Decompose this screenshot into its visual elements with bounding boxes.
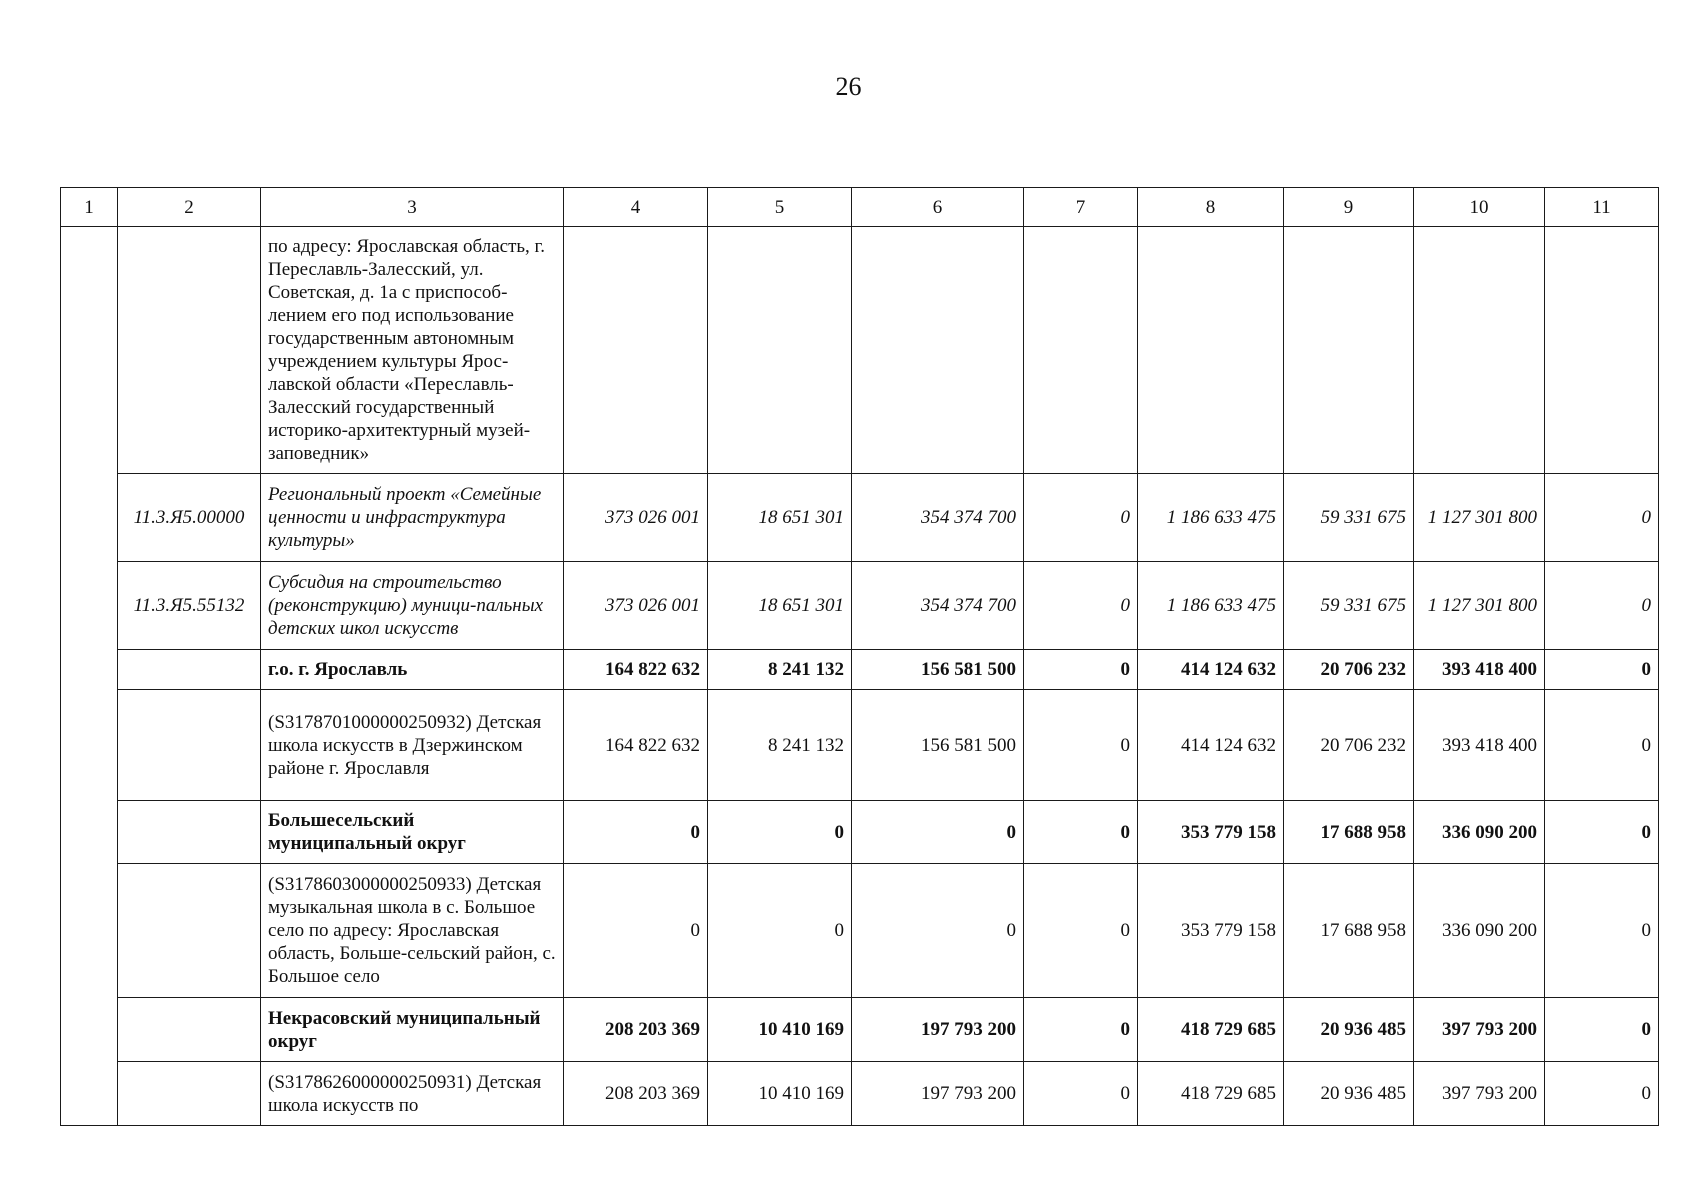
value-cell-6: 197 793 200 — [852, 998, 1024, 1062]
value-cell-8: 1 186 633 475 — [1138, 474, 1284, 562]
table-row — [61, 227, 1659, 474]
value-cell-6: 156 581 500 — [852, 650, 1024, 690]
table-row — [61, 998, 1659, 1062]
value-cell-11: 0 — [1545, 801, 1659, 864]
table-row — [61, 864, 1659, 998]
value-cell-8: 414 124 632 — [1138, 650, 1284, 690]
column-header: 6 — [852, 188, 1024, 227]
value-cell-8: 353 779 158 — [1138, 864, 1284, 998]
value-cell-6: 354 374 700 — [852, 562, 1024, 650]
value-cell-9: 20 706 232 — [1284, 690, 1414, 801]
value-cell-11: 0 — [1545, 474, 1659, 562]
value-cell-5: 18 651 301 — [708, 562, 852, 650]
value-cell-6: 197 793 200 — [852, 1062, 1024, 1126]
column-header: 8 — [1138, 188, 1284, 227]
table-row — [61, 562, 1659, 650]
value-cell-10: 397 793 200 — [1414, 1062, 1545, 1126]
column-header: 10 — [1414, 188, 1545, 227]
name-cell: Некрасовский муниципальный округ — [261, 998, 564, 1062]
value-cell-9: 17 688 958 — [1284, 801, 1414, 864]
table-row — [61, 474, 1659, 562]
value-cell-4: 0 — [564, 801, 708, 864]
value-cell-10: 393 418 400 — [1414, 690, 1545, 801]
table-row — [61, 801, 1659, 864]
value-cell-6: 0 — [852, 864, 1024, 998]
value-cell-11: 0 — [1545, 562, 1659, 650]
value-cell-9: 20 936 485 — [1284, 1062, 1414, 1126]
budget-table — [60, 187, 1659, 1126]
value-cell-11: 0 — [1545, 1062, 1659, 1126]
name-cell: (S3178701000000250932) Детская школа искусств в Дзержинском районе г. Ярославля — [261, 690, 564, 801]
value-cell-8 — [1138, 227, 1284, 474]
table-row — [61, 1062, 1659, 1126]
name-cell: (S3178603000000250933) Детская музыкальная школа в с. Большое село по адресу: Ярославская область, Больше-сельский район, с. Большое село — [261, 864, 564, 998]
value-cell-5: 10 410 169 — [708, 998, 852, 1062]
name-cell: по адресу: Ярославская область, г. Переславль-Залесский, ул. Советская, д. 1а с приспособ-лением его под использование государственным автономным учреждением культуры Ярос-лавской области «Переславль-Залесский государственный историко-архитектурный музей-заповедник» — [261, 227, 564, 474]
value-cell-4: 373 026 001 — [564, 474, 708, 562]
column-header: 11 — [1545, 188, 1659, 227]
page-number: 26 — [835, 72, 862, 101]
value-cell-7 — [1024, 227, 1138, 474]
value-cell-10: 1 127 301 800 — [1414, 562, 1545, 650]
name-cell: г.о. г. Ярославль — [261, 650, 564, 690]
value-cell-11: 0 — [1545, 864, 1659, 998]
column-header: 7 — [1024, 188, 1138, 227]
value-cell-7: 0 — [1024, 474, 1138, 562]
value-cell-8: 353 779 158 — [1138, 801, 1284, 864]
value-cell-7: 0 — [1024, 562, 1138, 650]
value-cell-4: 208 203 369 — [564, 1062, 708, 1126]
value-cell-8: 414 124 632 — [1138, 690, 1284, 801]
value-cell-5: 8 241 132 — [708, 690, 852, 801]
code-cell: 11.3.Я5.55132 — [118, 562, 261, 650]
value-cell-8: 418 729 685 — [1138, 998, 1284, 1062]
value-cell-9: 59 331 675 — [1284, 562, 1414, 650]
value-cell-5: 18 651 301 — [708, 474, 852, 562]
value-cell-8: 418 729 685 — [1138, 1062, 1284, 1126]
value-cell-5: 0 — [708, 864, 852, 998]
row-number-cell — [61, 227, 118, 1126]
value-cell-9: 20 706 232 — [1284, 650, 1414, 690]
value-cell-5: 0 — [708, 801, 852, 864]
value-cell-7: 0 — [1024, 998, 1138, 1062]
code-cell — [118, 864, 261, 998]
value-cell-6: 0 — [852, 801, 1024, 864]
value-cell-6: 354 374 700 — [852, 474, 1024, 562]
name-cell: (S3178626000000250931) Детская школа искусств по — [261, 1062, 564, 1126]
code-cell — [118, 227, 261, 474]
column-header: 1 — [61, 188, 118, 227]
value-cell-4: 0 — [564, 864, 708, 998]
value-cell-10: 393 418 400 — [1414, 650, 1545, 690]
value-cell-11: 0 — [1545, 690, 1659, 801]
value-cell-10: 336 090 200 — [1414, 801, 1545, 864]
value-cell-6: 156 581 500 — [852, 690, 1024, 801]
value-cell-10 — [1414, 227, 1545, 474]
value-cell-4: 208 203 369 — [564, 998, 708, 1062]
value-cell-10: 1 127 301 800 — [1414, 474, 1545, 562]
value-cell-9: 20 936 485 — [1284, 998, 1414, 1062]
value-cell-11: 0 — [1545, 998, 1659, 1062]
value-cell-5 — [708, 227, 852, 474]
column-header: 4 — [564, 188, 708, 227]
value-cell-9: 17 688 958 — [1284, 864, 1414, 998]
name-cell: Большесельский муниципальный округ — [261, 801, 564, 864]
value-cell-5: 10 410 169 — [708, 1062, 852, 1126]
value-cell-4: 164 822 632 — [564, 690, 708, 801]
value-cell-9 — [1284, 227, 1414, 474]
value-cell-4: 373 026 001 — [564, 562, 708, 650]
value-cell-6 — [852, 227, 1024, 474]
value-cell-7: 0 — [1024, 864, 1138, 998]
column-header: 2 — [118, 188, 261, 227]
column-header: 3 — [261, 188, 564, 227]
column-header: 9 — [1284, 188, 1414, 227]
table-row — [61, 690, 1659, 801]
value-cell-8: 1 186 633 475 — [1138, 562, 1284, 650]
code-cell — [118, 998, 261, 1062]
value-cell-11: 0 — [1545, 650, 1659, 690]
table-row — [61, 650, 1659, 690]
value-cell-7: 0 — [1024, 650, 1138, 690]
code-cell — [118, 690, 261, 801]
name-cell: Региональный проект «Семейные ценности и инфраструктура культуры» — [261, 474, 564, 562]
value-cell-7: 0 — [1024, 690, 1138, 801]
code-cell: 11.3.Я5.00000 — [118, 474, 261, 562]
value-cell-7: 0 — [1024, 801, 1138, 864]
value-cell-4 — [564, 227, 708, 474]
value-cell-10: 397 793 200 — [1414, 998, 1545, 1062]
value-cell-4: 164 822 632 — [564, 650, 708, 690]
name-cell: Субсидия на строительство (реконструкцию) муници-пальных детских школ искусств — [261, 562, 564, 650]
code-cell — [118, 650, 261, 690]
column-number-header-row — [61, 188, 1659, 227]
value-cell-9: 59 331 675 — [1284, 474, 1414, 562]
column-header: 5 — [708, 188, 852, 227]
code-cell — [118, 1062, 261, 1126]
value-cell-11 — [1545, 227, 1659, 474]
code-cell — [118, 801, 261, 864]
value-cell-7: 0 — [1024, 1062, 1138, 1126]
value-cell-10: 336 090 200 — [1414, 864, 1545, 998]
value-cell-5: 8 241 132 — [708, 650, 852, 690]
